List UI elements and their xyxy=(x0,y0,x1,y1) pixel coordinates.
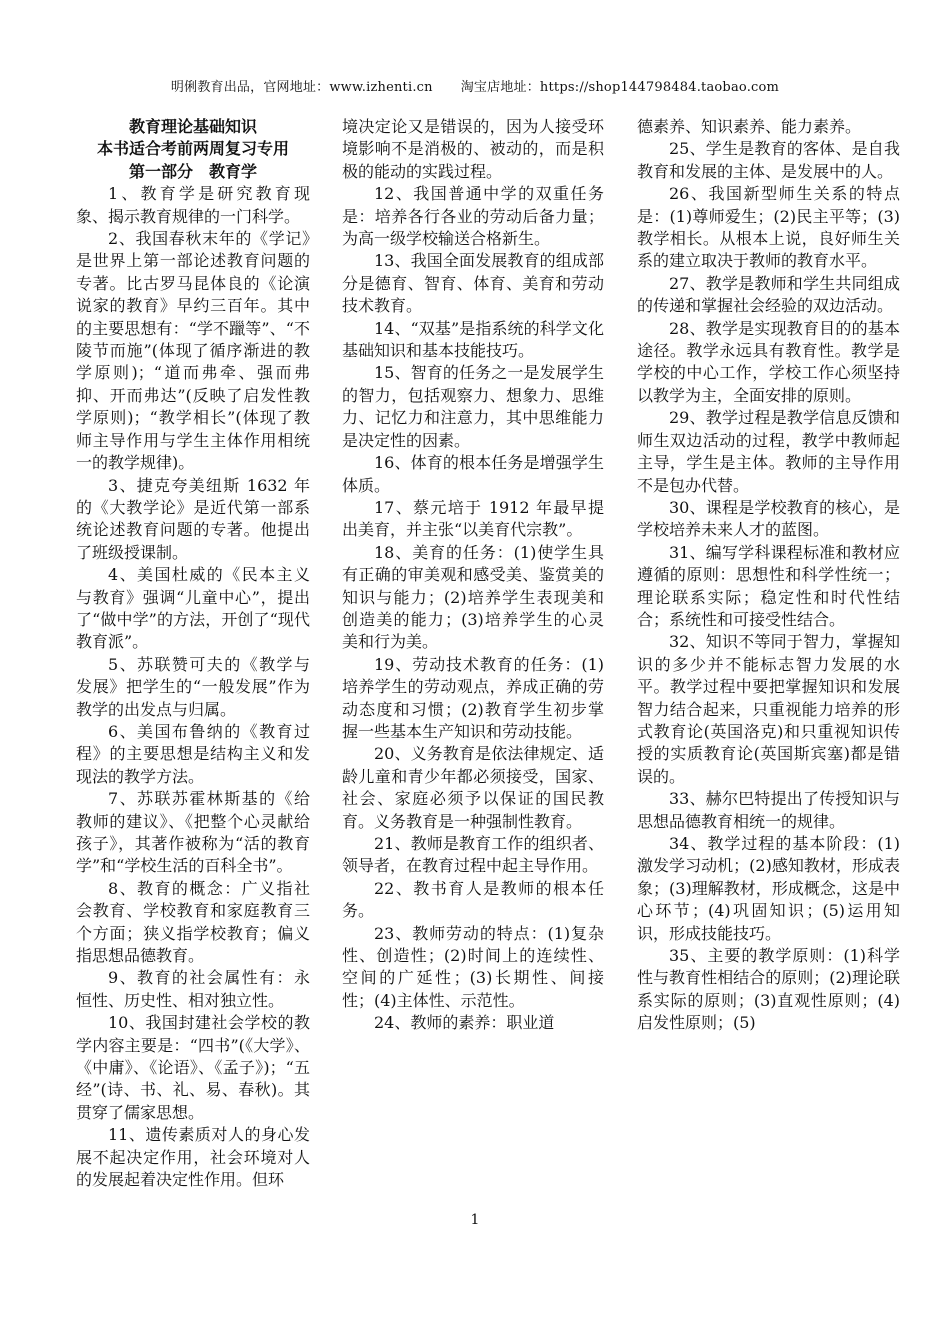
document-title: 教育理论基础知识 xyxy=(128,117,257,136)
paragraph: 16、体育的根本任务是增强学生体质。 xyxy=(342,453,604,495)
paragraph-continued: 境决定论又是错误的，因为人接受环境影响不是消极的、被动的，而是积极的能动的实践过程。 xyxy=(342,117,604,181)
paragraph: 27、教学是教师和学生共同组成的传递和掌握社会经验的双边活动。 xyxy=(637,273,900,316)
paragraph: 32、知识不等同于智力，掌握知识的多少并不能标志智力发展的水平。教学过程中要把掌握知识和发展智力结合起来，只重视能力培养的形式教育论(英国洛克)和只重视知识传授的实质教育论(英国斯宾塞)都是错误的。 xyxy=(637,632,900,786)
paragraph: 21、教师是教育工作的组织者、领导者，在教育过程中起主导作用。 xyxy=(342,834,604,876)
paragraph-continued: 德素养、知识素养、能力素养。 xyxy=(637,117,862,136)
page-number: 1 xyxy=(470,1212,480,1228)
text-column-1 xyxy=(76,116,310,1206)
paragraph: 20、义务教育是依法律规定、适龄儿童和青少年都必须接受，国家、社会、家庭必须予以保证的国民教育。义务教育是一种强制性教育。 xyxy=(342,744,604,831)
paragraph: 10、我国封建社会学校的教学内容主要是：“四书”(《大学》、《中庸》、《论语》、《孟子》)；“五经”(诗、书、礼、易、春秋)。其贯穿了儒家思想。 xyxy=(76,1013,310,1122)
paragraph: 17、蔡元培于 1912 年最早提出美育，并主张“以美育代宗教”。 xyxy=(342,497,604,540)
paragraph: 2、我国春秋末年的《学记》是世界上第一部论述教育问题的专著。比古罗马昆体良的《论演说家的教育》早约三百年。其中的主要思想有：“学不躐等”、“不陵节而施”(体现了循序渐进的教学原则)；“道而弗牵、强而弗抑、开而弗达”(反映了启发性教学原则)；“教学相长”(体现了教师主导作用与学生主体作用相统一的教学规律)。 xyxy=(76,229,310,473)
paragraph: 34、教学过程的基本阶段：(1)激发学习动机；(2)感知教材，形成表象；(3)理解教材，形成概念，这是中心环节；(4)巩固知识；(5)运用知识，形成技能技巧。 xyxy=(637,834,900,943)
paragraph: 31、编写学科课程标准和教材应遵循的原则：思想性和科学性统一；理论联系实际；稳定性和时代性结合；系统性和可接受性结合。 xyxy=(637,542,900,629)
paragraph: 35、主要的教学原则：(1)科学性与教育性相结合的原则；(2)理论联系实际的原则；(3)直观性原则；(4)启发性原则；(5) xyxy=(637,946,900,1033)
paragraph: 11、遗传素质对人的身心发展不起决定作用，社会环境对人的发展起着决定性作用。但环 xyxy=(76,1125,310,1190)
document-subtitle: 本书适合考前两周复习专用 xyxy=(96,139,289,159)
paragraph: 25、学生是教育的客体、是自我教育和发展的主体、是发展中的人。 xyxy=(637,139,900,181)
paragraph: 12、我国普通中学的双重任务是：培养各行各业的劳动后备力量；为高一级学校输送合格新生。 xyxy=(342,184,604,249)
paragraph: 28、教学是实现教育目的的基本途径。教学永远具有教育性。教学是学校的中心工作，学校工作心须坚持以教学为主，全面安排的原则。 xyxy=(637,318,900,405)
title-block xyxy=(76,116,310,183)
paragraph: 30、课程是学校教育的核心，是学校培养未来人才的蓝图。 xyxy=(637,497,900,540)
paragraph: 5、苏联赞可夫的《教学与发展》把学生的“一般发展”作为教学的出发点与归属。 xyxy=(76,654,310,719)
paragraph: 13、我国全面发展教育的组成部分是德育、智育、体育、美育和劳动技术教育。 xyxy=(342,251,604,316)
paragraph: 1、教育学是研究教育现象、揭示教育规律的一门科学。 xyxy=(76,184,310,226)
paragraph: 22、教书育人是教师的根本任务。 xyxy=(342,878,604,921)
paragraph: 24、教师的素养：职业道 xyxy=(374,1013,555,1033)
paragraph: 26、我国新型师生关系的特点是：(1)尊师爱生；(2)民主平等；(3)教学相长。从根本上说，良好师生关系的建立取决于教师的教育水平。 xyxy=(637,184,900,271)
paragraph: 7、苏联苏霍林斯基的《给教师的建议》、《把整个心灵献给孩子》，其著作被称为“活的教育学”和“学校生活的百科全书”。 xyxy=(76,789,310,876)
header-brand: 明俐教育出品，官网地址：www.izhenti.cn xyxy=(170,80,433,95)
paragraph: 18、美育的任务：(1)使学生具有正确的审美观和感受美、鉴赏美的知识与能力；(2)培养学生表现美和创造美的能力；(3)培养学生的心灵美和行为美。 xyxy=(342,542,604,652)
text-column-2 xyxy=(342,116,604,1206)
paragraph: 8、教育的概念：广义指社会教育、学校教育和家庭教育三个方面；狭义指学校教育；偏义指思想品德教育。 xyxy=(76,878,310,966)
header-shop: 淘宝店地址：https://shop144798484.taobao.com xyxy=(460,80,780,95)
paragraph: 4、美国杜威的《民本主义与教育》强调“儿童中心”，提出了“做中学”的方法，开创了“现代教育派”。 xyxy=(76,565,310,652)
section-title: 第一部分 教育学 xyxy=(128,161,257,181)
paragraph: 23、教师劳动的特点：(1)复杂性、创造性；(2)时间上的连续性、空间的广延性；(3)长期性、间接性；(4)主体性、示范性。 xyxy=(342,923,604,1010)
paragraph: 29、教学过程是教学信息反馈和师生双边活动的过程，教学中教师起主导，学生是主体。教师的主导作用不是包办代替。 xyxy=(637,408,900,495)
paragraph: 14、“双基”是指系统的科学文化基础知识和基本技能技巧。 xyxy=(342,318,604,361)
paragraph: 6、美国布鲁纳的《教育过程》的主要思想是结构主义和发现法的教学方法。 xyxy=(76,721,310,786)
paragraph: 33、赫尔巴特提出了传授知识与思想品德教育相统一的规律。 xyxy=(637,789,900,831)
paragraph: 15、智育的任务之一是发展学生的智力，包括观察力、想象力、思维力、记忆力和注意力，其中思维能力是决定性的因素。 xyxy=(342,363,604,450)
page-header xyxy=(0,76,950,95)
paragraph: 9、教育的社会属性有：永恒性、历史性、相对独立性。 xyxy=(76,968,310,1010)
paragraph: 19、劳动技术教育的任务：(1)培养学生的劳动观点，养成正确的劳动态度和习惯；(2)教育学生初步掌握一些基本生产知识和劳动技能。 xyxy=(342,654,604,741)
paragraph: 3、捷克夸美纽斯 1632 年的《大教学论》是近代第一部系统论述教育问题的专著。他提出了班级授课制。 xyxy=(76,475,310,562)
text-column-3 xyxy=(637,116,900,1206)
